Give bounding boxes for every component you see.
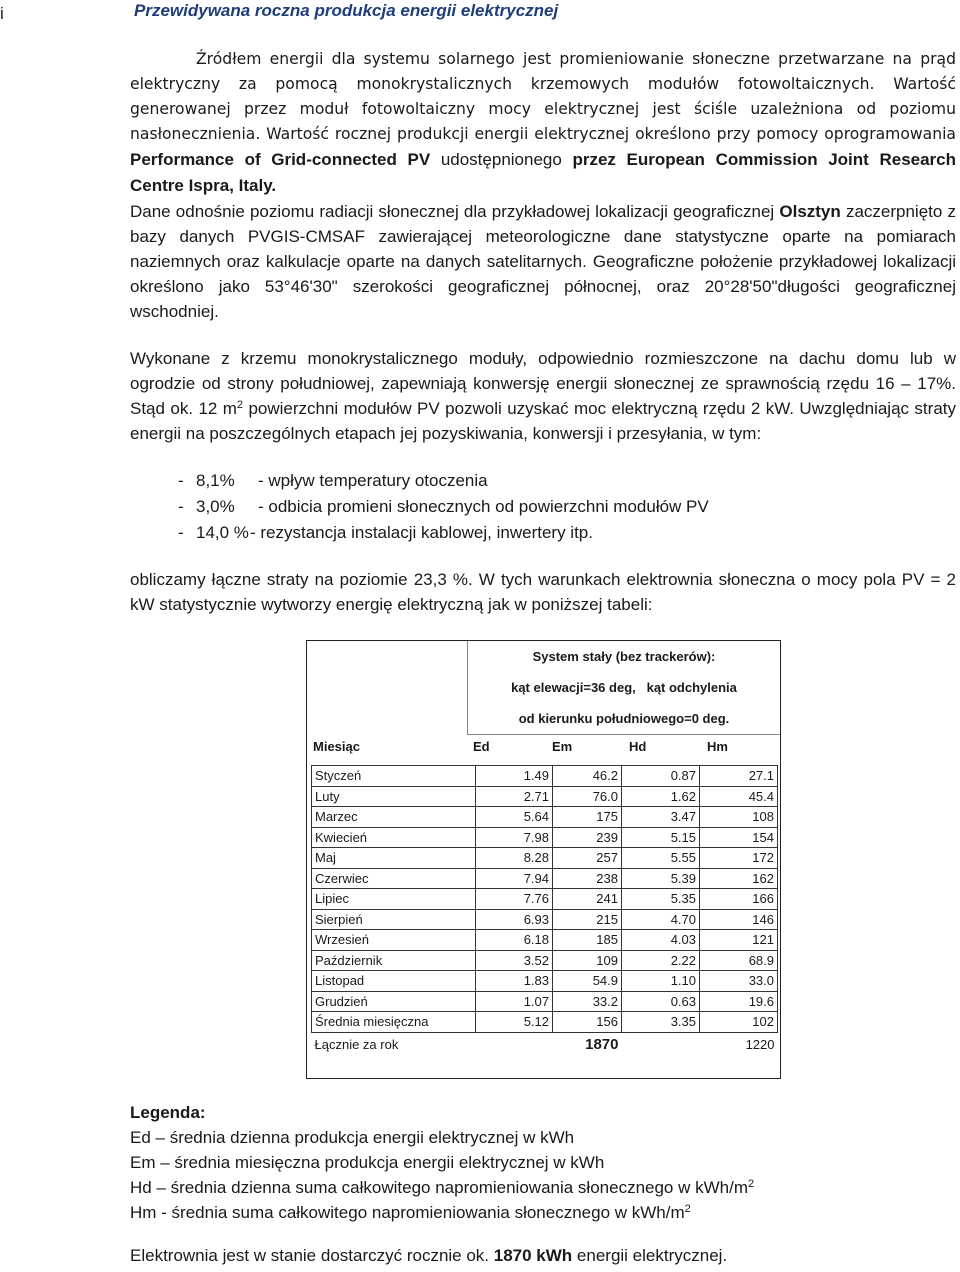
value-cell: 108 [700, 807, 778, 828]
table-row [312, 889, 778, 910]
system-line: od kierunku południowego=0 deg. [518, 711, 730, 726]
value-cell: 2.22 [622, 950, 700, 971]
data-table [311, 765, 778, 1057]
value-cell: 45.4 [700, 786, 778, 807]
paragraph-summary-text: obliczamy łączne straty na poziomie 23,3 %. W tych warunkach elektrownia słoneczna o mocy pola PV = 2 kW statystycznie wytworzy energię elektryczną jak w poniższej tabeli: [130, 570, 956, 614]
value-cell: 257 [553, 848, 622, 869]
month-cell: Listopad [312, 971, 476, 992]
column-header: Hd [629, 739, 647, 754]
month-cell: Wrzesień [312, 930, 476, 951]
value-cell: 3.35 [622, 1012, 700, 1033]
value-cell: 7.76 [476, 889, 553, 910]
legend-item [130, 1200, 754, 1225]
loss-text: - odbicia promieni słonecznych od powierzchni modułów PV [258, 497, 709, 516]
value-cell: 5.12 [476, 1012, 553, 1033]
total-cell: 1220 [745, 1037, 775, 1052]
value-cell: 27.1 [700, 766, 778, 787]
value-cell: 33.2 [553, 991, 622, 1012]
value-cell: 7.98 [476, 827, 553, 848]
column-header: Hm [707, 739, 728, 754]
value-cell: 5.55 [622, 848, 700, 869]
month-cell: Sierpień [312, 909, 476, 930]
legend-title: Legenda: [130, 1103, 206, 1122]
table-total-row [312, 1032, 778, 1057]
value-cell: 33.0 [700, 971, 778, 992]
production-table [306, 640, 781, 1079]
month-cell: Czerwiec [312, 868, 476, 889]
paragraph-intro-text-2: udostępnionego [430, 150, 573, 169]
page-title: Przewidywana roczna produkcja energii elektrycznej [134, 1, 559, 20]
superscript: 2 [684, 1203, 691, 1215]
empty-cell [476, 1032, 553, 1057]
value-cell: 185 [553, 930, 622, 951]
superscript: 2 [748, 1178, 755, 1190]
table-row [312, 827, 778, 848]
paragraph-modules-text: Wykonane z krzemu monokrystalicznego moduły, odpowiednio rozmieszczone na dachu domu lub w ogrodzie od strony południowej, zapewniają konwersję energii słonecznej ze sprawnością rzędu 16 – 17%. Stąd ok. 12 m [130, 349, 956, 418]
legend-text: Hd – średnia dzienna suma całkowitego napromieniowania słonecznego w kWh/m [130, 1178, 748, 1197]
value-cell: 3.52 [476, 950, 553, 971]
month-cell: Luty [312, 786, 476, 807]
value-cell: 54.9 [553, 971, 622, 992]
value-cell: 1.49 [476, 766, 553, 787]
table-row [312, 971, 778, 992]
location-name: Olsztyn [779, 202, 841, 221]
month-cell: Maj [312, 848, 476, 869]
value-cell: 7.94 [476, 868, 553, 889]
list-dash: - [178, 523, 184, 542]
column-header: Miesiąc [313, 739, 360, 754]
legend-text: Em – średnia miesięczna produkcja energii elektrycznej w kWh [130, 1153, 605, 1172]
table-row [312, 848, 778, 869]
value-cell: 4.03 [622, 930, 700, 951]
list-item [178, 494, 709, 520]
value-cell: 1.07 [476, 991, 553, 1012]
loss-text: - wpływ temperatury otoczenia [258, 471, 488, 490]
value-cell: 166 [700, 889, 778, 910]
value-cell: 5.35 [622, 889, 700, 910]
conclusion [130, 1246, 727, 1266]
paragraph-intro [130, 47, 956, 199]
value-cell: 3.47 [622, 807, 700, 828]
value-cell: 0.63 [622, 991, 700, 1012]
value-cell: 162 [700, 868, 778, 889]
paragraph-summary [130, 567, 956, 617]
value-cell: 1.10 [622, 971, 700, 992]
paragraph-modules-text-2: powierzchni modułów PV pozwoli uzyskać moc elektryczną rzędu 2 kW. Uwzględniając straty energii na poszczególnych etapach jej pozyskiwania, konwersji i przesyłania, w tym: [130, 399, 956, 443]
paragraph-location-text-2: zaczerpnięto z bazy danych PVGIS-CMSAF zawierającej meteorologiczne dane statystyczne oparte na pomiarach naziemnych oraz kalkulacje oparte na danych satelitarnych. Geograficzne położenie przykładowej lokalizacji określono jako 53°46'30" szerokości geograficznej północnej, oraz 20°28'50"długości geograficznej wschodniej. [130, 202, 956, 321]
list-item [178, 468, 709, 494]
legend [130, 1100, 754, 1225]
paragraph-location-text: Dane odnośnie poziomu radiacji słonecznej dla przykładowej lokalizacji geograficznej [130, 202, 780, 221]
legend-item [130, 1125, 754, 1150]
paragraph-location [130, 199, 956, 324]
list-dash: - [178, 497, 184, 516]
paragraph-modules [130, 346, 956, 446]
month-cell: Lipiec [312, 889, 476, 910]
table-header [307, 739, 780, 759]
table-row [312, 909, 778, 930]
table-row [312, 950, 778, 971]
conclusion-text-2: energii elektrycznej. [572, 1246, 728, 1265]
value-cell: 1.62 [622, 786, 700, 807]
value-cell: 76.0 [553, 786, 622, 807]
empty-cell [622, 1032, 700, 1057]
stray-character: i [0, 4, 4, 23]
table-row [312, 1012, 778, 1033]
table-row [312, 766, 778, 787]
value-cell: 68.9 [700, 950, 778, 971]
total-cell: 1870 [585, 1036, 619, 1053]
value-cell: 19.6 [700, 991, 778, 1012]
value-cell: 0.87 [622, 766, 700, 787]
loss-text: - rezystancja instalacji kablowej, inwertery itp. [250, 523, 593, 542]
value-cell: 102 [700, 1012, 778, 1033]
superscript: 2 [236, 399, 244, 411]
table-row [312, 868, 778, 889]
column-header: Em [552, 739, 573, 754]
table-row [312, 807, 778, 828]
value-cell: 4.70 [622, 909, 700, 930]
table-row [312, 786, 778, 807]
column-header: Ed [473, 739, 490, 754]
month-cell: Październik [312, 950, 476, 971]
value-cell: 172 [700, 848, 778, 869]
month-cell: Grudzień [312, 991, 476, 1012]
list-dash: - [178, 471, 184, 490]
value-cell: 6.18 [476, 930, 553, 951]
software-provider: przez European Commission Joint Research Centre Ispra, Italy. [130, 150, 957, 195]
total-cell: Łącznie za rok [314, 1037, 399, 1052]
paragraph-intro-text: Źródłem energii dla systemu solarnego jest promieniowanie słoneczne przetwarzane na prąd elektryczny za pomocą monokrystalicznych krzemowych modułów fotowoltaicznych. Wartość generowanej przez moduł fotowoltaiczny mocy elektrycznej jest ściśle uzależniona od poziomu nasłonecznienia. Wartość rocznej produkcji energii elektrycznej określono przy pomocy oprogramowania [130, 50, 956, 143]
loss-value: 3,0% [196, 497, 235, 516]
software-name: Performance of Grid-connected PV [130, 150, 431, 169]
legend-text: Hm - średnia suma całkowitego napromieniowania słonecznego w kWh/m [130, 1203, 685, 1222]
value-cell: 46.2 [553, 766, 622, 787]
value-cell: 154 [700, 827, 778, 848]
conclusion-value: 1870 kWh [493, 1246, 573, 1265]
list-item [178, 520, 709, 546]
value-cell: 2.71 [476, 786, 553, 807]
value-cell: 8.28 [476, 848, 553, 869]
table-row [312, 930, 778, 951]
legend-item [130, 1175, 754, 1200]
month-cell: Styczeń [312, 766, 476, 787]
losses-list [178, 468, 709, 546]
system-line: System stały (bez trackerów): [532, 649, 716, 664]
value-cell: 215 [553, 909, 622, 930]
loss-value: 8,1% [196, 471, 235, 490]
legend-text: Ed – średnia dzienna produkcja energii elektrycznej w kWh [130, 1128, 575, 1147]
month-cell: Średnia miesięczna [312, 1012, 476, 1033]
value-cell: 175 [553, 807, 622, 828]
conclusion-text: Elektrownia jest w stanie dostarczyć rocznie ok. [130, 1246, 494, 1265]
system-info-box [467, 641, 780, 735]
value-cell: 1.83 [476, 971, 553, 992]
system-line: kąt elewacji=36 deg, kąt odchylenia [511, 680, 737, 695]
month-cell: Marzec [312, 807, 476, 828]
value-cell: 121 [700, 930, 778, 951]
value-cell: 6.93 [476, 909, 553, 930]
value-cell: 239 [553, 827, 622, 848]
value-cell: 109 [553, 950, 622, 971]
value-cell: 241 [553, 889, 622, 910]
value-cell: 5.39 [622, 868, 700, 889]
legend-item [130, 1150, 754, 1175]
value-cell: 5.64 [476, 807, 553, 828]
loss-value: 14,0 % [196, 523, 249, 542]
value-cell: 146 [700, 909, 778, 930]
table-row [312, 991, 778, 1012]
value-cell: 238 [553, 868, 622, 889]
value-cell: 5.15 [622, 827, 700, 848]
value-cell: 156 [553, 1012, 622, 1033]
month-cell: Kwiecień [312, 827, 476, 848]
